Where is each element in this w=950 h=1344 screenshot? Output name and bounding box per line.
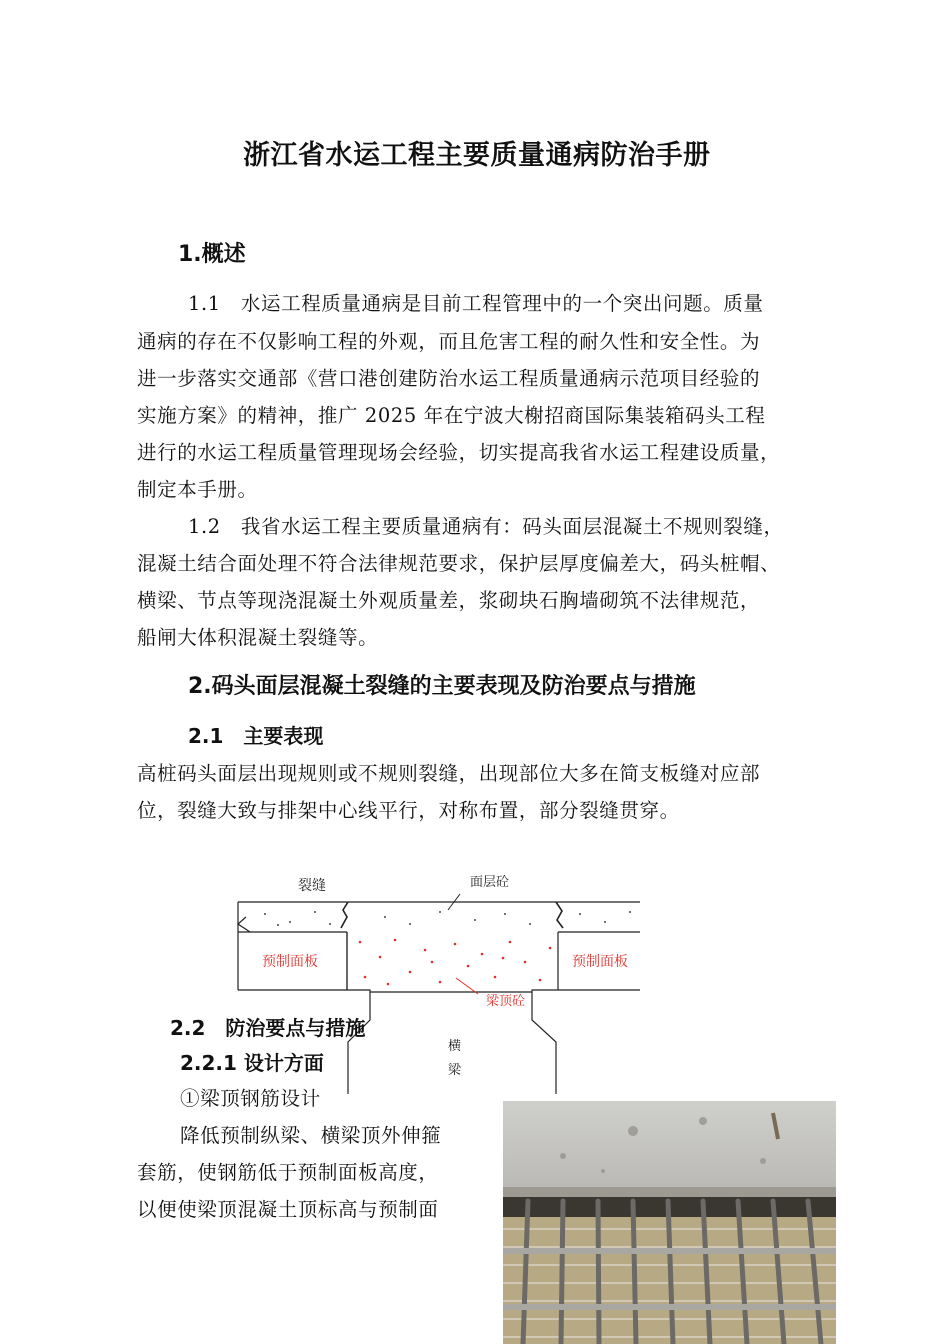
- paragraph-1-1-line: 1.1 水运工程质量通病是目前工程管理中的一个突出问题。质量: [188, 292, 764, 315]
- paragraph-1-1-line: 进行的水运工程质量管理现场会经验，切实提高我省水运工程建设质量，: [137, 441, 781, 464]
- surface-aggregate: [264, 911, 640, 926]
- label-right-panel: 预制面板: [572, 954, 628, 970]
- paragraph-1-2-line: 1.2 我省水运工程主要质量通病有：码头面层混凝土不规则裂缝，: [188, 515, 784, 538]
- beam-right-side: [532, 992, 556, 1094]
- item-1-line: 以便使梁顶混凝土顶标高与预制面: [137, 1198, 439, 1221]
- section-2-heading: 2.码头面层混凝土裂缝的主要表现及防治要点与措施: [188, 674, 696, 699]
- left-break-mark: [238, 917, 250, 932]
- label-left-panel: 预制面板: [262, 954, 318, 970]
- item-1-line: 套筋，使钢筋低于预制面板高度，: [137, 1161, 439, 1184]
- item-1-line: 降低预制纵梁、横梁顶外伸箍: [180, 1124, 442, 1147]
- item-1-heading: ①梁顶钢筋设计: [180, 1087, 321, 1110]
- section-2-1-heading: 2.1 主要表现: [188, 724, 324, 748]
- paragraph-1-1-line: 实施方案》的精神，推广 2025 年在宁波大榭招商国际集装箱码头工程: [137, 404, 766, 427]
- beam-top-outline: [347, 932, 558, 992]
- section-1-heading: 1.概述: [178, 242, 246, 267]
- section-2-2-heading: 2.2 防治要点与措施: [170, 1016, 366, 1040]
- svg-text:梁: 梁: [448, 1063, 462, 1078]
- label-beam-top-concrete: 梁顶砼: [486, 994, 526, 1009]
- crack-right: [556, 902, 563, 928]
- rebar-photo: [503, 1101, 836, 1344]
- section-2-2-1-heading: 2.2.1 设计方面: [180, 1051, 324, 1075]
- paragraph-1-1-line: 制定本手册。: [137, 478, 258, 501]
- paragraph-1-1-line: 通病的存在不仅影响工程的外观，而且危害工程的耐久性和安全性。为: [137, 330, 761, 353]
- label-crack: 裂缝: [298, 878, 326, 894]
- crack-left: [341, 902, 348, 928]
- paragraph-1-1-line: 进一步落实交通部《营口港创建防治水运工程质量通病示范项目经验的: [137, 367, 761, 390]
- paragraph-1-2-line: 横梁、节点等现浇混凝土外观质量差，浆砌块石胸墙砌筑不法律规范，: [137, 589, 761, 612]
- document-title: 浙江省水运工程主要质量通病防治手册: [243, 140, 711, 171]
- svg-text:横: 横: [448, 1039, 462, 1054]
- label-beam: [448, 1038, 462, 1078]
- beam-left-side: [348, 992, 370, 1094]
- section-2-1-line: 位，裂缝大致与排架中心线平行，对称布置，部分裂缝贯穿。: [137, 799, 680, 822]
- label-surface-concrete: 面层砼: [470, 875, 510, 890]
- paragraph-1-2-line: 船闸大体积混凝土裂缝等。: [137, 626, 379, 649]
- beam-top-aggregate: [359, 939, 552, 986]
- section-2-1-line: 高桩码头面层出现规则或不规则裂缝，出现部位大多在简支板缝对应部: [137, 762, 761, 785]
- paragraph-1-2-line: 混凝土结合面处理不符合法律规范要求，保护层厚度偏差大，码头桩帽、: [137, 552, 781, 575]
